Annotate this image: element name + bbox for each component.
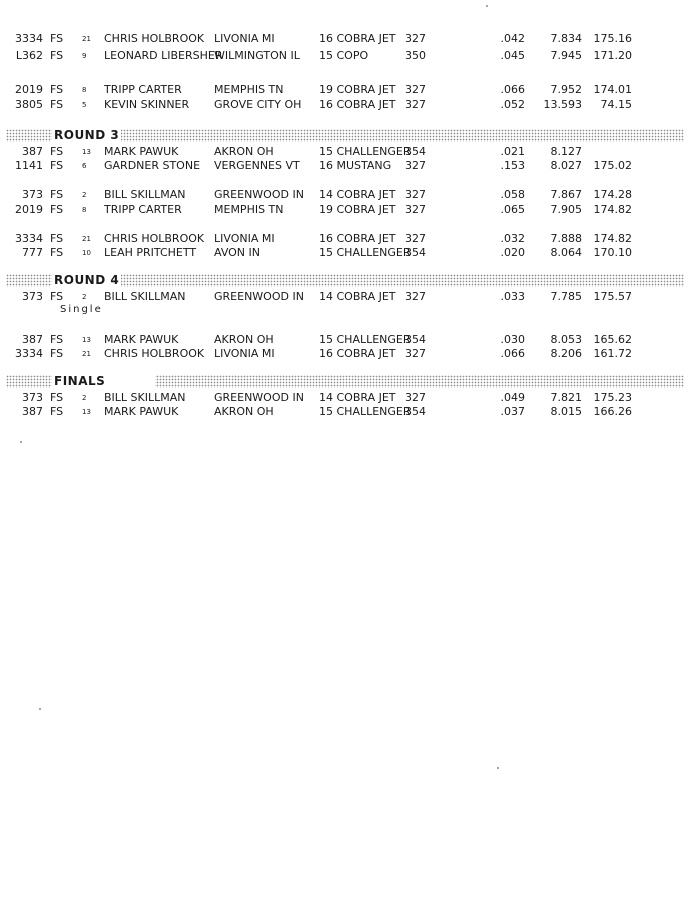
speed-mph: 175.23 <box>593 391 632 404</box>
result-row <box>0 404 688 420</box>
reaction-time: .045 <box>500 49 525 62</box>
speed-mph: 174.28 <box>593 188 632 201</box>
elapsed-time: 7.785 <box>550 290 582 303</box>
vehicle: 16 COBRA JET <box>319 32 396 45</box>
section-title: FINALS <box>52 374 155 389</box>
hometown: WILMINGTON IL <box>214 49 300 62</box>
engine: 350 <box>405 49 426 62</box>
driver-name: BILL SKILLMAN <box>104 391 186 404</box>
driver-name: CHRIS HOLBROOK <box>104 32 205 45</box>
elapsed-time: 7.821 <box>550 391 582 404</box>
elapsed-time: 8.053 <box>550 333 582 346</box>
driver-name: LEONARD LIBERSHER <box>104 49 223 62</box>
result-row <box>0 346 688 362</box>
speed-mph: 174.01 <box>593 83 632 96</box>
engine: 354 <box>405 246 426 259</box>
seed: 9 <box>82 52 87 60</box>
engine: 354 <box>405 145 426 158</box>
car-number: 387 <box>22 333 43 346</box>
elapsed-time: 7.834 <box>550 32 582 45</box>
hometown: AKRON OH <box>214 405 274 418</box>
hometown: MEMPHIS TN <box>214 83 284 96</box>
elapsed-time: 7.945 <box>550 49 582 62</box>
speed-mph: 170.10 <box>593 246 632 259</box>
car-number: 777 <box>22 246 43 259</box>
elapsed-time: 8.064 <box>550 246 582 259</box>
section-title: ROUND 3 <box>54 128 120 142</box>
vehicle: 14 COBRA JET <box>319 391 396 404</box>
driver-name: CHRIS HOLBROOK <box>104 347 205 360</box>
speed-mph: 165.62 <box>593 333 632 346</box>
section-header-round-4 <box>6 274 684 287</box>
speed-mph: 171.20 <box>593 49 632 62</box>
seed: 5 <box>82 101 87 109</box>
class-code: FS <box>50 232 64 245</box>
speed-mph: 174.82 <box>593 203 632 216</box>
engine: 327 <box>405 159 426 172</box>
elapsed-time: 8.206 <box>550 347 582 360</box>
section-header-round-3 <box>6 129 684 142</box>
hometown: GREENWOOD IN <box>214 391 304 404</box>
engine: 327 <box>405 188 426 201</box>
result-row <box>0 187 688 203</box>
vehicle: 16 COBRA JET <box>319 347 396 360</box>
class-code: FS <box>50 188 64 201</box>
hometown: GROVE CITY OH <box>214 98 302 111</box>
speed-mph: 175.57 <box>593 290 632 303</box>
reaction-time: .037 <box>500 405 525 418</box>
elapsed-time: 7.952 <box>550 83 582 96</box>
car-number: 373 <box>22 391 43 404</box>
engine: 327 <box>405 98 426 111</box>
class-code: FS <box>50 83 64 96</box>
class-code: FS <box>50 98 64 111</box>
class-code: FS <box>50 246 64 259</box>
result-row <box>0 202 688 218</box>
car-number: 3334 <box>15 347 43 360</box>
elapsed-time: 13.593 <box>543 98 582 111</box>
seed: 13 <box>82 408 91 416</box>
class-code: FS <box>50 405 64 418</box>
vehicle: 15 CHALLENGER <box>319 333 411 346</box>
engine: 327 <box>405 203 426 216</box>
reaction-time: .021 <box>500 145 525 158</box>
speed-mph: 174.82 <box>593 232 632 245</box>
elapsed-time: 8.127 <box>550 145 582 158</box>
seed: 13 <box>82 148 91 156</box>
car-number: 373 <box>22 290 43 303</box>
vehicle: 16 MUSTANG <box>319 159 392 172</box>
hometown: AKRON OH <box>214 333 274 346</box>
speed-mph: 166.26 <box>593 405 632 418</box>
engine: 327 <box>405 290 426 303</box>
driver-name: TRIPP CARTER <box>104 203 182 216</box>
reaction-time: .032 <box>500 232 525 245</box>
class-code: FS <box>50 159 64 172</box>
seed: 8 <box>82 206 87 214</box>
elapsed-time: 7.867 <box>550 188 582 201</box>
engine: 327 <box>405 32 426 45</box>
scan-speck <box>20 441 22 443</box>
car-number: L362 <box>15 49 43 62</box>
hometown: GREENWOOD IN <box>214 188 304 201</box>
engine: 354 <box>405 333 426 346</box>
vehicle: 14 COBRA JET <box>319 188 396 201</box>
driver-name: KEVIN SKINNER <box>104 98 190 111</box>
class-code: FS <box>50 145 64 158</box>
car-number: 3334 <box>15 232 43 245</box>
reaction-time: .030 <box>500 333 525 346</box>
engine: 327 <box>405 347 426 360</box>
vehicle: 15 COPO <box>319 49 369 62</box>
class-code: FS <box>50 290 64 303</box>
car-number: 373 <box>22 188 43 201</box>
driver-name: MARK PAWUK <box>104 145 179 158</box>
vehicle: 16 COBRA JET <box>319 98 396 111</box>
vehicle: 15 CHALLENGER <box>319 145 411 158</box>
driver-name: MARK PAWUK <box>104 405 179 418</box>
driver-name: GARDNER STONE <box>104 159 201 172</box>
result-row <box>0 97 688 113</box>
seed: 2 <box>82 394 87 402</box>
reaction-time: .153 <box>500 159 525 172</box>
single-run-note: Single <box>60 304 103 315</box>
speed-mph: 74.15 <box>600 98 632 111</box>
speed-mph: 175.16 <box>593 32 632 45</box>
class-code: FS <box>50 391 64 404</box>
result-row <box>0 158 688 174</box>
vehicle: 19 COBRA JET <box>319 203 396 216</box>
elapsed-time: 7.905 <box>550 203 582 216</box>
reaction-time: .066 <box>500 347 525 360</box>
elapsed-time: 8.015 <box>550 405 582 418</box>
result-row <box>0 48 688 64</box>
vehicle: 16 COBRA JET <box>319 232 396 245</box>
result-row <box>0 31 688 47</box>
class-code: FS <box>50 49 64 62</box>
result-row <box>0 289 688 305</box>
reaction-time: .042 <box>500 32 525 45</box>
car-number: 387 <box>22 145 43 158</box>
reaction-time: .052 <box>500 98 525 111</box>
class-code: FS <box>50 32 64 45</box>
car-number: 3805 <box>15 98 43 111</box>
reaction-time: .033 <box>500 290 525 303</box>
elapsed-time: 7.888 <box>550 232 582 245</box>
engine: 327 <box>405 232 426 245</box>
seed: 2 <box>82 191 87 199</box>
vehicle: 15 CHALLENGER <box>319 246 411 259</box>
section-header-finals <box>6 375 684 388</box>
speed-mph: 175.02 <box>593 159 632 172</box>
car-number: 1141 <box>15 159 43 172</box>
reaction-time: .020 <box>500 246 525 259</box>
hometown: AKRON OH <box>214 145 274 158</box>
hometown: LIVONIA MI <box>214 232 275 245</box>
driver-name: TRIPP CARTER <box>104 83 182 96</box>
driver-name: CHRIS HOLBROOK <box>104 232 205 245</box>
hometown: VERGENNES VT <box>214 159 300 172</box>
driver-name: BILL SKILLMAN <box>104 290 186 303</box>
seed: 10 <box>82 249 91 257</box>
reaction-time: .066 <box>500 83 525 96</box>
result-row <box>0 82 688 98</box>
reaction-time: .065 <box>500 203 525 216</box>
seed: 21 <box>82 235 91 243</box>
engine: 327 <box>405 391 426 404</box>
driver-name: BILL SKILLMAN <box>104 188 186 201</box>
class-code: FS <box>50 333 64 346</box>
elapsed-time: 8.027 <box>550 159 582 172</box>
seed: 2 <box>82 293 87 301</box>
vehicle: 14 COBRA JET <box>319 290 396 303</box>
seed: 6 <box>82 162 87 170</box>
engine: 327 <box>405 83 426 96</box>
car-number: 2019 <box>15 83 43 96</box>
scan-speck <box>39 708 41 710</box>
driver-name: MARK PAWUK <box>104 333 179 346</box>
speed-mph: 161.72 <box>593 347 632 360</box>
seed: 21 <box>82 35 91 43</box>
car-number: 3334 <box>15 32 43 45</box>
car-number: 2019 <box>15 203 43 216</box>
class-code: FS <box>50 347 64 360</box>
car-number: 387 <box>22 405 43 418</box>
seed: 8 <box>82 86 87 94</box>
hometown: GREENWOOD IN <box>214 290 304 303</box>
scan-speck <box>497 767 499 769</box>
driver-name: LEAH PRITCHETT <box>104 246 197 259</box>
hometown: AVON IN <box>214 246 261 259</box>
hometown: LIVONIA MI <box>214 347 275 360</box>
hometown: MEMPHIS TN <box>214 203 284 216</box>
engine: 354 <box>405 405 426 418</box>
seed: 21 <box>82 350 91 358</box>
vehicle: 19 COBRA JET <box>319 83 396 96</box>
seed: 13 <box>82 336 91 344</box>
reaction-time: .049 <box>500 391 525 404</box>
class-code: FS <box>50 203 64 216</box>
reaction-time: .058 <box>500 188 525 201</box>
scan-speck <box>486 5 488 7</box>
result-row <box>0 245 688 261</box>
hometown: LIVONIA MI <box>214 32 275 45</box>
vehicle: 15 CHALLENGER <box>319 405 411 418</box>
section-title: ROUND 4 <box>54 273 120 287</box>
